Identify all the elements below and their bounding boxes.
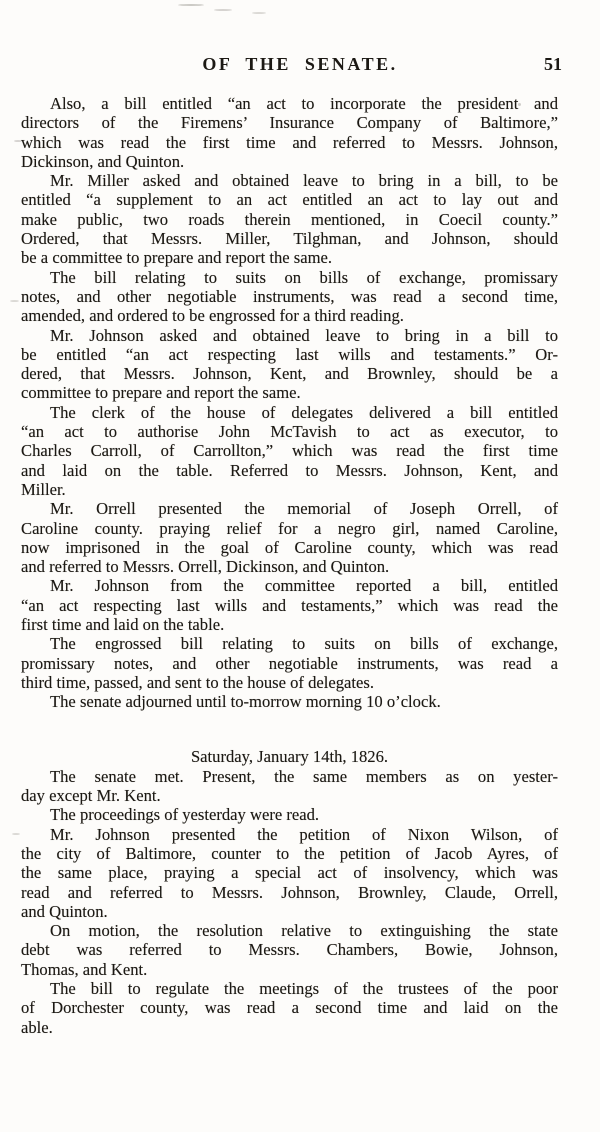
scan-speck (10, 300, 19, 302)
paragraph (21, 692, 558, 711)
paragraph (21, 326, 558, 403)
text-line: Ordered, that Messrs. Miller, Tilghman, and Johnson, should (21, 229, 558, 249)
paragraph (21, 921, 558, 979)
text-line: The senate adjourned until to-morrow morning 10 o’clock. (50, 692, 441, 712)
text-line: the same place, praying a special act of insolvency, which was (21, 863, 558, 883)
paragraph (21, 403, 558, 499)
text-line: first time and laid on the table. (21, 615, 225, 635)
text-line: day except Mr. Kent. (21, 786, 161, 806)
text-line: Thomas, and Kent. (21, 959, 148, 979)
running-title: OF THE SENATE. (202, 54, 398, 74)
text-line: Caroline county. praying relief for a negro girl, named Caroline, (21, 518, 558, 538)
text-line: and referred to Messrs. Orrell, Dickinson, and Quinton. (21, 557, 390, 577)
date-heading: Saturday, January 14th, 1826. (190, 746, 389, 766)
text-line: now imprisoned in the goal of Caroline county, which was read (21, 537, 558, 557)
text-line: Mr. Johnson presented the petition of Nixon Wilson, of (50, 824, 558, 844)
page-number: 51 (544, 54, 562, 74)
text-line: make public, two roads therein mentioned, in Coecil county.” (21, 209, 558, 229)
page-header (0, 54, 600, 78)
paragraph (21, 268, 558, 326)
scan-speck (12, 833, 20, 835)
text-line: On motion, the resolution relative to extinguishing the state (50, 921, 558, 941)
text-line: Also, a bill entitled “an act to incorporate the president and (50, 94, 558, 113)
text-line: Charles Carroll, of Carrollton,” which was read the first time (21, 441, 558, 461)
text-line: able. (21, 1017, 53, 1037)
text-line: be entitled “an act respecting last wills and testaments.” Or- (21, 344, 558, 364)
paragraph (21, 634, 558, 692)
page-body (21, 94, 558, 1037)
text-line: debt was referred to Messrs. Chambers, Bowie, Johnson, (21, 940, 558, 960)
text-line: The proceedings of yesterday were read. (50, 805, 320, 825)
scan-speck (178, 4, 204, 6)
paragraph (21, 576, 558, 634)
text-line: The clerk of the house of delegates delivered a bill entitled (50, 402, 558, 422)
paragraph (21, 767, 558, 806)
paragraph (21, 979, 558, 1037)
text-line: The bill to regulate the meetings of the trustees of the poor (50, 979, 558, 999)
paragraph (21, 171, 558, 267)
text-line: read and referred to Messrs. Johnson, Brownley, Claude, Orrell, (21, 882, 558, 902)
text-line: Mr. Johnson from the committee reported a bill, entitled (50, 576, 558, 596)
text-line: and laid on the table. Referred to Messrs. Johnson, Kent, and (21, 460, 558, 480)
text-line: the city of Baltimore, counter to the petition of Jacob Ayres, of (21, 843, 558, 863)
paragraph (21, 805, 558, 824)
text-line: and Quinton. (21, 901, 108, 921)
text-line: Dickinson, and Quinton. (21, 151, 185, 171)
scan-speck (252, 12, 266, 14)
text-line: Mr. Johnson asked and obtained leave to bring in a bill to (50, 325, 558, 345)
scan-speck (214, 9, 232, 11)
text-line: “an act respecting last wills and testaments,” which was read the (21, 595, 558, 615)
text-line: committee to prepare and report the same. (21, 383, 301, 403)
text-line: The engrossed bill relating to suits on bills of exchange, (50, 634, 558, 654)
text-line: of Dorchester county, was read a second time and laid on the (21, 998, 558, 1018)
paragraph (21, 825, 558, 921)
text-line: third time, passed, and sent to the house of delegates. (21, 672, 374, 692)
paragraph (21, 94, 558, 171)
text-line: The senate met. Present, the same members as on yester- (50, 766, 558, 786)
text-line: amended, and ordered to be engrossed for a third reading. (21, 306, 404, 326)
text-line: Mr. Orrell presented the memorial of Joseph Orrell, of (50, 499, 558, 519)
text-line: dered, that Messrs. Johnson, Kent, and Brownley, should be a (21, 364, 558, 384)
paragraph (21, 499, 558, 576)
text-line: notes, and other negotiable instruments, was read a second time, (21, 286, 558, 306)
text-line: which was read the first time and referred to Messrs. Johnson, (21, 132, 558, 152)
text-line: Miller. (21, 479, 66, 499)
text-line: Mr. Miller asked and obtained leave to bring in a bill, to be (50, 171, 558, 191)
text-line: be a committee to prepare and report the same. (21, 248, 332, 268)
text-line: promissary notes, and other negotiable instruments, was read a (21, 653, 558, 673)
text-line: directors of the Firemens’ Insurance Company of Baltimore,” (21, 113, 558, 133)
text-line: “an act to authorise John McTavish to act as executor, to (21, 422, 558, 442)
text-line: The bill relating to suits on bills of exchange, promissary (50, 267, 558, 287)
text-line: entitled “a supplement to an act entitled an act to lay out and (21, 190, 558, 210)
